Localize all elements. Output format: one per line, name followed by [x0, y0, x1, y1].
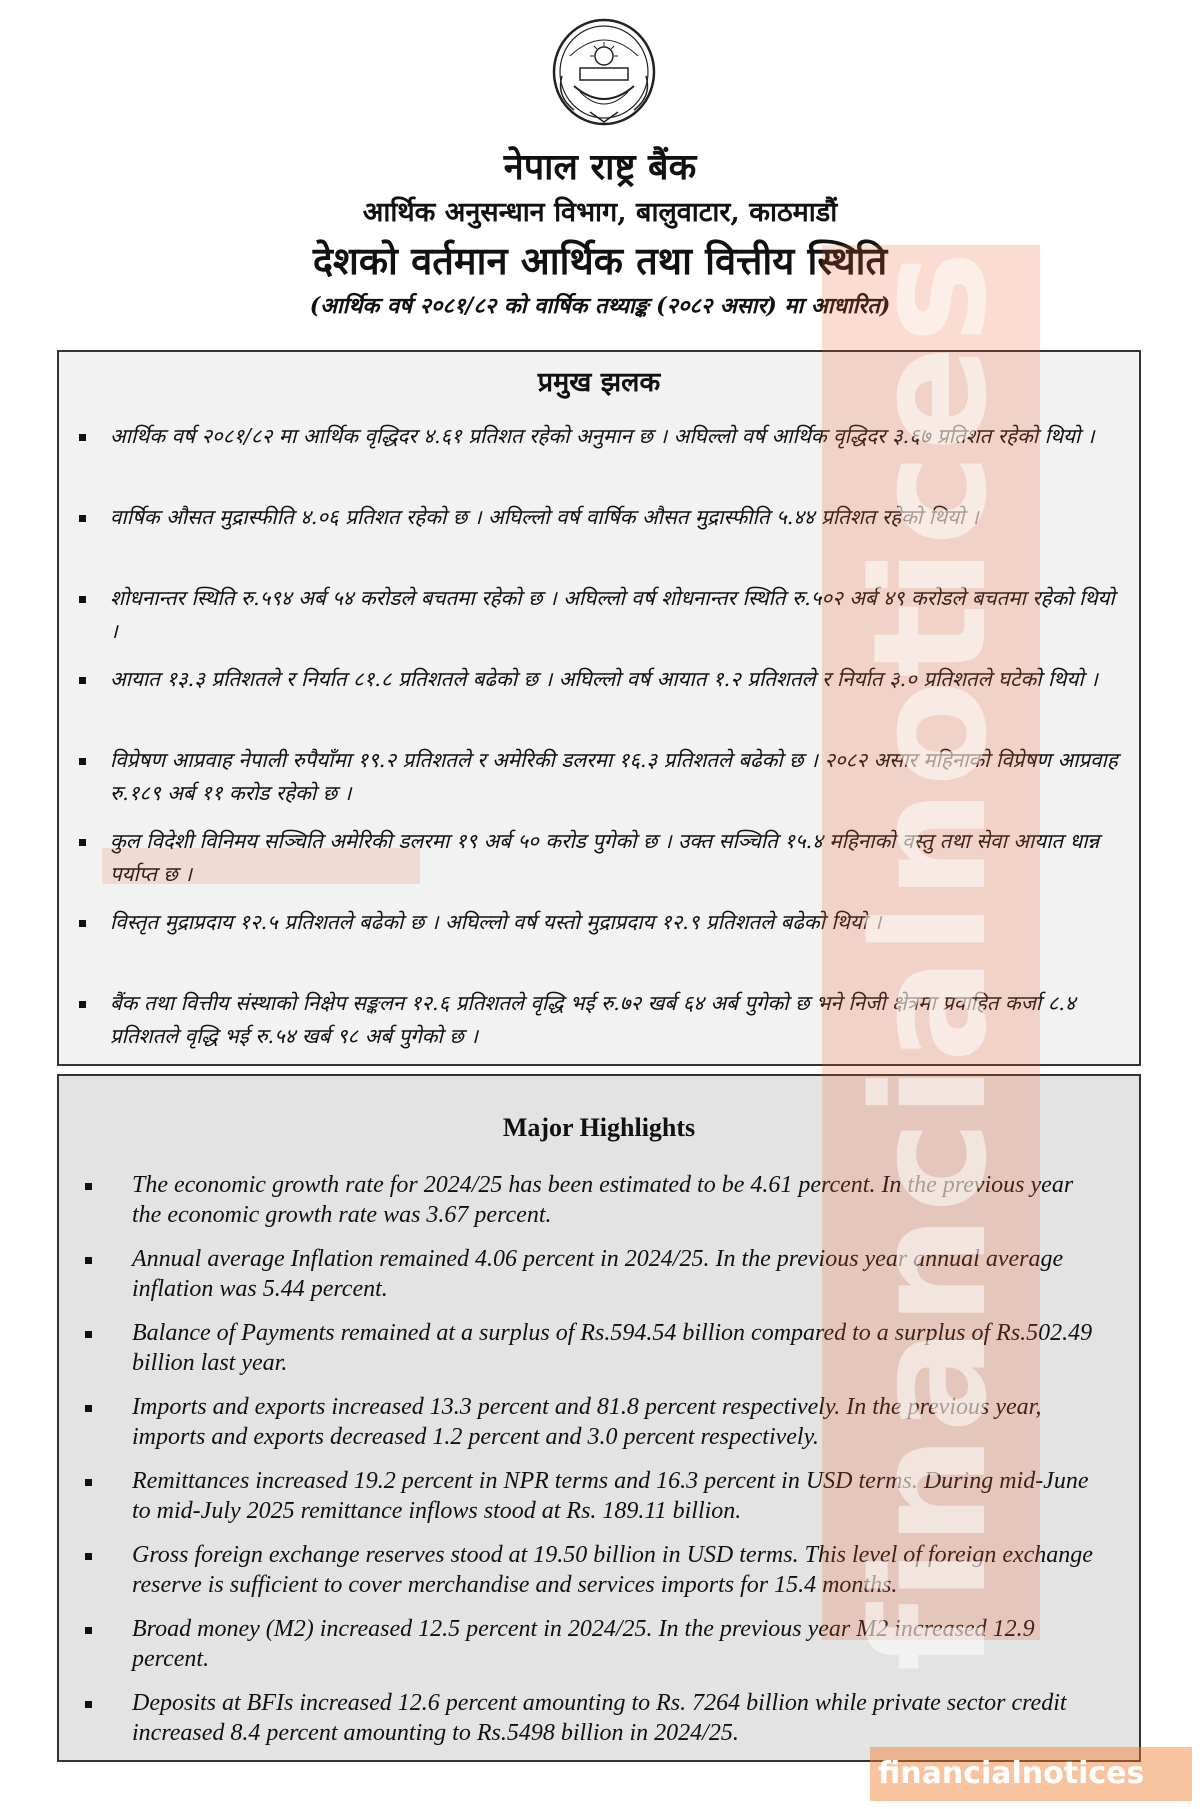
item-text: विस्तृत मुद्राप्रदाय १२.५ प्रतिशतले बढेको छ । अघिल्लो वर्ष यस्तो मुद्राप्रदाय १२.९ प्रतिशतले बढेको थियो । [110, 910, 882, 934]
bullet-icon [79, 758, 86, 765]
list-item [59, 1392, 1139, 1466]
bullet-icon [85, 1257, 92, 1264]
bullet-icon [79, 839, 86, 846]
list-item [59, 1540, 1139, 1614]
list-item [59, 987, 1139, 1068]
bullet-icon [79, 1001, 86, 1008]
bullet-icon [85, 1405, 92, 1412]
list-item [59, 906, 1139, 987]
document-header [0, 144, 1200, 324]
nepali-highlights-box [57, 350, 1141, 1066]
item-text: Deposits at BFIs increased 12.6 percent amounting to Rs. 7264 billion while private sector credit increased 8.4 percent amounting to Rs.5498 billion in 2024/25. [132, 1690, 1067, 1746]
item-text: कुल विदेशी विनिमय सञ्चिति अमेरिकी डलरमा १९ अर्ब ५० करोड पुगेको छ । उक्त सञ्चिति १५.४ महिनाको वस्तु तथा सेवा आयात धान्न पर्याप्त छ । [110, 829, 1100, 886]
english-box-heading: Major Highlights [502, 1113, 696, 1142]
item-text: The economic growth rate for 2024/25 has been estimated to be 4.61 percent. In the previous year the economic growth rate was 3.67 percent. [132, 1172, 1074, 1228]
bullet-icon [79, 920, 86, 927]
item-text: विप्रेषण आप्रवाह नेपाली रुपैयाँमा १९.२ प्रतिशतले र अमेरिकी डलरमा १६.३ प्रतिशतले बढेको छ । २०८२ असार महिनाको विप्रेषण आप्रवाह रु.१८९ अर्ब ११ करोड रहेको छ । [110, 748, 1118, 805]
department-line: आर्थिक अनुसन्धान विभाग, बालुवाटार, काठमाडौं [362, 197, 838, 228]
list-item [59, 1170, 1139, 1244]
watermark-text: financialnotices [839, 248, 1021, 1672]
list-item [59, 744, 1139, 825]
list-item [59, 1318, 1139, 1392]
bullet-icon [85, 1701, 92, 1708]
bullet-icon [85, 1479, 92, 1486]
bullet-icon [79, 434, 86, 441]
bullet-icon [79, 515, 86, 522]
list-item [59, 501, 1139, 582]
document-subtitle: (आर्थिक वर्ष २०८१/८२ को वार्षिक तथ्याङ्क (२०८२ असार) मा आधारित) [309, 293, 891, 319]
bullet-icon [79, 596, 86, 603]
organization-name: नेपाल राष्ट्र बैंक [503, 146, 697, 188]
list-item [59, 1614, 1139, 1688]
list-item [59, 663, 1139, 744]
list-item [59, 582, 1139, 663]
item-text: Broad money (M2) increased 12.5 percent in 2024/25. In the previous year M2 increased 12.9 percent. [132, 1616, 1035, 1672]
item-text: आर्थिक वर्ष २०८१/८२ मा आर्थिक वृद्धिदर ४.६१ प्रतिशत रहेको अनुमान छ । अघिल्लो वर्ष आर्थिक वृद्धिदर ३.६७ प्रतिशत रहेको थियो । [110, 424, 1095, 448]
item-text: वार्षिक औसत मुद्रास्फीति ४.०६ प्रतिशत रहेको छ । अघिल्लो वर्ष वार्षिक औसत मुद्रास्फीति ५.४४ प्रतिशत रहेको थियो । [110, 505, 979, 529]
bullet-icon [79, 677, 86, 684]
item-text: Annual average Inflation remained 4.06 percent in 2024/25. In the previous year annual average inflation was 5.44 percent. [132, 1246, 1064, 1302]
item-text: Remittances increased 19.2 percent in NPR terms and 16.3 percent in USD terms. During mid-June to mid-July 2025 remittance inflows stood at Rs. 189.11 billion. [132, 1468, 1089, 1524]
list-item [59, 825, 1139, 906]
item-text: आयात १३.३ प्रतिशतले र निर्यात ८१.८ प्रतिशतले बढेको छ । अघिल्लो वर्ष आयात १.२ प्रतिशतले र निर्यात ३.० प्रतिशतले घटेको थियो । [110, 667, 1098, 691]
nepali-highlights-list [59, 420, 1139, 1068]
item-text: बैंक तथा वित्तीय संस्थाको निक्षेप सङ्कलन १२.६ प्रतिशतले वृद्धि भई रु.७२ खर्ब ६४ अर्ब पुगेको छ भने निजी क्षेत्रमा प्रवाहित कर्जा ८.४ प्रतिशतले वृद्धि भई रु.५४ खर्ब ९८ अर्ब पुगेको छ । [110, 991, 1076, 1048]
bullet-icon [85, 1183, 92, 1190]
item-text: Gross foreign exchange reserves stood at 19.50 billion in USD terms. This level of foreign exchange reserve is sufficient to cover merchandise and services imports for 15.4 months. [132, 1542, 1093, 1598]
list-item [59, 1244, 1139, 1318]
list-item [59, 420, 1139, 501]
bullet-icon [85, 1553, 92, 1560]
document-title: देशको वर्तमान आर्थिक तथा वित्तीय स्थिति [312, 238, 888, 283]
item-text: Imports and exports increased 13.3 percent and 81.8 percent respectively. In the previous year, imports and exports decreased 1.2 percent and 3.0 percent respectively. [132, 1394, 1042, 1450]
english-highlights-box [57, 1074, 1141, 1762]
nepal-rastra-bank-seal-icon [550, 16, 658, 128]
english-highlights-list [59, 1170, 1139, 1762]
watermark-corner-text: financialnotices [878, 1756, 1145, 1791]
item-text: Balance of Payments remained at a surplus of Rs.594.54 billion compared to a surplus of Rs.502.49 billion last year. [132, 1320, 1093, 1376]
bullet-icon [85, 1627, 92, 1634]
list-item [59, 1466, 1139, 1540]
nepali-box-heading: प्रमुख झलक [537, 367, 661, 398]
bullet-icon [85, 1331, 92, 1338]
item-text: शोधनान्तर स्थिति रु.५९४ अर्ब ५४ करोडले बचतमा रहेको छ । अघिल्लो वर्ष शोधनान्तर स्थिति रु.५०२ अर्ब ४९ करोडले बचतमा रहेको थियो । [110, 586, 1115, 643]
